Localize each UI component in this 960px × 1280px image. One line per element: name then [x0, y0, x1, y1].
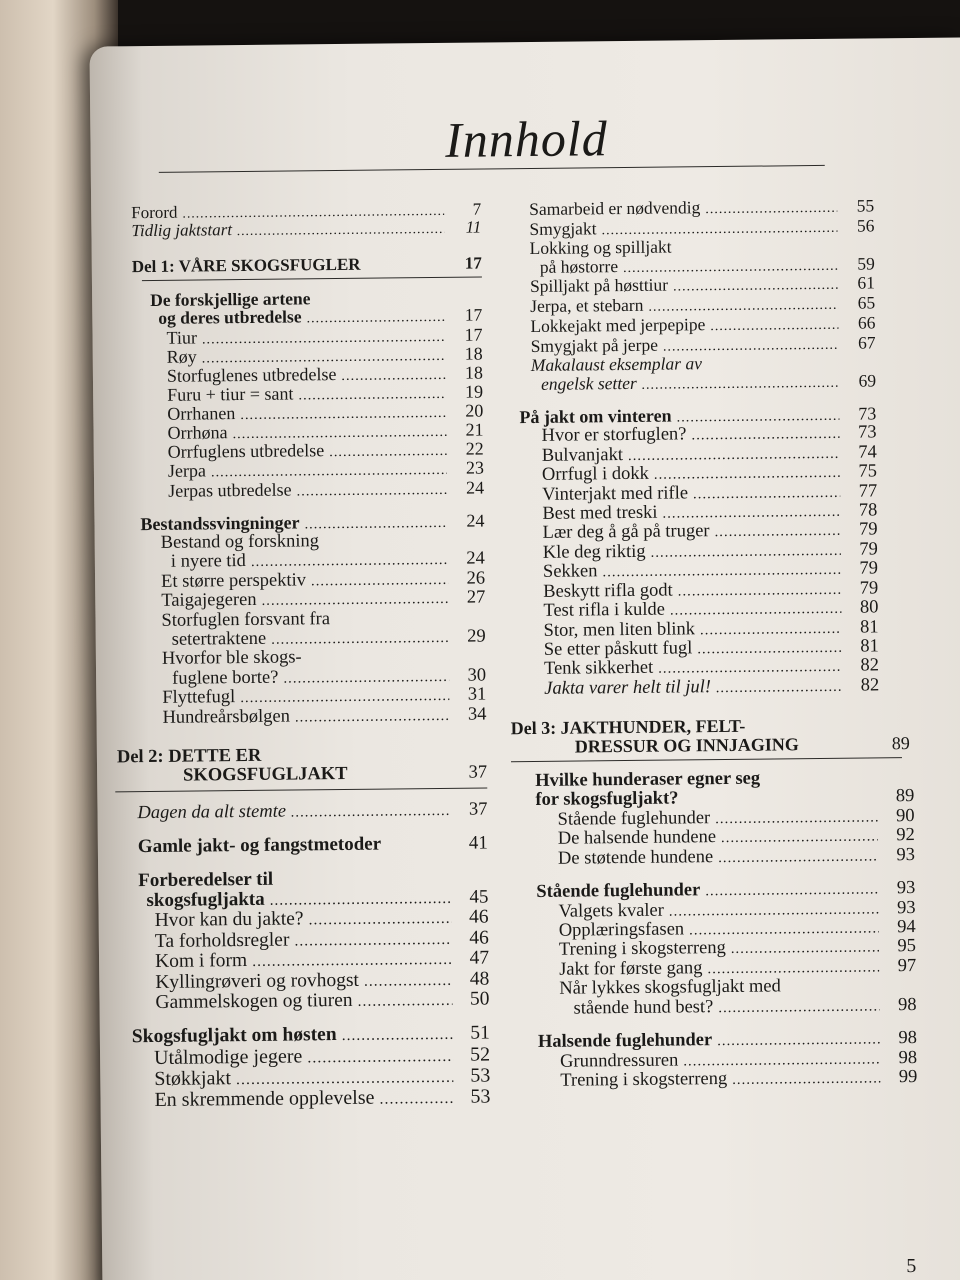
toc-entry-skremmende: En skremmende opplevelse ..... 53 — [154, 1086, 490, 1111]
toc-entry-sikkerhet: Tenk sikkerhet ..... 82 — [544, 657, 879, 680]
toc-entry-hosten: Skogsfugljakt om høsten ..... 51 — [132, 1024, 490, 1048]
toc-part-1: Del 1: VÅRE SKOGSFUGLER 17 — [131, 253, 482, 276]
toc-entry-lokking: på høstorre ..... 59 — [530, 254, 875, 277]
toc-entry-lokking-line1: Lokking og spilljakt — [529, 236, 672, 259]
toc-entry-hvilke-line1: Hvilke hunderaser egner seg — [535, 768, 761, 792]
toc-entry-makalaust: engelsk setter ..... 69 — [531, 371, 876, 394]
toc-entry-forsvant-line1: Storfuglen forsvant fra — [161, 608, 331, 631]
toc-entry-orrhanen: Orrhanen ..... 20 — [167, 402, 483, 424]
part-3-rule — [511, 757, 902, 762]
toc-staende-list — [536, 899, 916, 1019]
toc-entry-species-line1: De forskjellige artene — [150, 287, 311, 310]
toc-entry-kom-i-form: Kom i form ..... 47 — [155, 949, 489, 973]
toc-entry-truger: Lær deg å gå på truger ..... 79 — [543, 521, 878, 544]
toc-entry-jul: Jakta varer helt til jul! ..... 82 — [544, 676, 879, 699]
toc-entry-paskutt: Se etter påskutt fugl ..... 81 — [544, 637, 879, 660]
toc-part-2: SKOGSFUGLJAKT 37 — [183, 762, 488, 787]
toc-entry-furu: Furu + tiur = sant ..... 19 — [167, 382, 483, 404]
toc-entry-hvor-storfuglen: Hvor er storfuglen? ..... 73 — [541, 424, 876, 447]
toc-entry-bulvanjakt: Bulvanjakt ..... 74 — [542, 443, 877, 466]
toc-entry-makalaust-line1: Makalaust eksemplar av — [530, 353, 703, 376]
toc-entry-flyttefugl: Flyttefugl ..... 31 — [162, 686, 486, 709]
toc-entry-vinteren: På jakt om vinteren ..... 73 — [519, 405, 876, 428]
toc-entry-kle-deg: Kle deg riktig ..... 79 — [543, 540, 878, 563]
toc-entry-orrfugl-dokk: Orrfugl i dokk ..... 75 — [542, 463, 877, 486]
page-number: 5 — [906, 1255, 917, 1278]
toc-vinter-list — [531, 424, 879, 700]
toc-part-3-line1: Del 3: JAKTHUNDER, FELT- — [510, 716, 746, 739]
toc-entry-beskytt-rifla: Beskytt rifla godt ..... 79 — [543, 579, 878, 602]
toc-entry-jerpas-utbredelse: Jerpas utbredelse ..... 24 — [168, 478, 484, 500]
toc-part-3: DRESSUR OG INNJAGING 89 — [574, 733, 910, 757]
toc-entry-orrfugl-utbredelse: Orrfuglens utbredelse ..... 22 — [168, 440, 484, 462]
toc-entry-liten-blink: Stor, men liten blink ..... 81 — [544, 618, 879, 641]
toc-entry-orrhona: Orrhøna ..... 21 — [167, 421, 483, 443]
toc-entry-trening-1: Trening i skogsterreng ..... 95 — [559, 937, 916, 960]
toc-entry-dagen: Dagen da alt stemte ..... 37 — [137, 800, 487, 823]
book-page — [89, 37, 960, 1280]
toc-forb-list — [139, 908, 490, 1014]
toc-entry-stebarn: Jerpa, et stebarn ..... 65 — [530, 294, 875, 317]
toc-entry-lokkejakt: Lokkejakt med jerpepipe ..... 66 — [530, 313, 875, 336]
toc-entry-forberedelser: skogsfugljakta ..... 45 — [138, 888, 488, 912]
toc-entry-tiur: Tiur ..... 17 — [166, 325, 482, 347]
toc-entry-utalmodige: Utålmodige jegere ..... 52 — [154, 1044, 490, 1069]
toc-entry-lykkes-line1: Når lykkes skogsfugljakt med — [559, 976, 781, 1000]
toc-entry-tidlig-jaktstart: Tidlig jaktstart ..... 11 — [131, 218, 481, 240]
toc-entry-treski: Best med treski ..... 78 — [542, 501, 877, 524]
toc-entry-roy: Røy ..... 18 — [167, 344, 483, 366]
toc-entry-trening-2: Trening i skogsterreng ..... 99 — [560, 1068, 917, 1091]
toc-halsende-list — [538, 1049, 917, 1092]
toc-entry-kylling: Kyllingrøveri og rovhogst ..... 48 — [155, 969, 489, 993]
toc-entry-samarbeid: Samarbeid er nødvendig ..... 55 — [529, 196, 874, 219]
toc-entry-hundrearsbolgen: Hundreårsbølgen ..... 34 — [162, 705, 486, 728]
toc-entry-grunndressuren: Grunndressuren ..... 98 — [560, 1049, 917, 1072]
toc-entry-forsvant: setertraktene ..... 29 — [162, 627, 486, 650]
toc-entry-bestandssvingninger: Bestandssvingninger ..... 24 — [134, 511, 484, 534]
toc-entry-halsende: Halsende fuglehunder ..... 98 — [538, 1029, 917, 1052]
toc-entry-forholdsregler: Ta forholdsregler ..... 46 — [155, 928, 489, 952]
toc-entry-forord: Forord ..... 7 — [131, 201, 481, 223]
toc-entry-hvor-kan: Hvor kan du jakte? ..... 46 — [155, 908, 489, 932]
toc-entry-forberedelser-line1: Forberedelser til — [138, 868, 274, 892]
toc-entry-forskning-line1: Bestand og forskning — [160, 531, 320, 553]
toc-entry-borte: fuglene borte? ..... 30 — [162, 666, 486, 689]
toc-entry-halsende-sub: De halsende hundene ..... 92 — [558, 826, 915, 849]
toc-entry-borte-line1: Hvorfor ble skogs- — [161, 647, 302, 670]
page-title: Innhold — [444, 110, 609, 168]
toc-bestand-list — [135, 530, 487, 728]
toc-entry-stotende: De støtende hundene ..... 93 — [558, 846, 915, 869]
toc-entry-species: og deres utbredelse ..... 17 — [150, 305, 482, 328]
toc-entry-staende: Stående fuglehunder ..... 93 — [536, 879, 915, 902]
toc-entry-jerpa: Jerpa ..... 23 — [168, 459, 484, 481]
toc-entry-perspektiv: Et større perspektiv ..... 26 — [161, 569, 485, 592]
toc-species-list — [150, 325, 484, 501]
toc-entry-spilljakt-tiur: Spilljakt på høsttiur ..... 61 — [530, 274, 875, 297]
toc-part-2-line1: Del 2: DETTE ER — [116, 745, 262, 768]
toc-entry-smygjakt-jerpe: Smygjakt på jerpe ..... 67 — [531, 333, 876, 356]
toc-hvilke-list — [536, 807, 916, 869]
toc-entry-forste-gang: Jakt for første gang ..... 97 — [559, 957, 916, 980]
toc-entry-stokkjakt: Støkkjakt ..... 53 — [154, 1065, 490, 1090]
toc-entry-test-rifla: Test rifla i kulde ..... 80 — [543, 599, 878, 622]
toc-entry-staende-sub: Stående fuglehunder ..... 90 — [558, 807, 915, 830]
part-2-rule — [115, 787, 487, 792]
toc-entry-opplaering: Opplæringsfasen ..... 94 — [559, 918, 916, 941]
toc-right-column — [510, 195, 918, 1091]
toc-left-column — [116, 199, 491, 1112]
toc-entry-smygjakt: Smygjakt ..... 56 — [529, 216, 874, 239]
toc-entry-hvilke: for skogsfugljakt? 89 — [535, 786, 915, 811]
toc-entry-lykkes: stående hund best? ..... 98 — [559, 996, 916, 1019]
toc-hunder-block — [535, 768, 917, 1091]
toc-entry-sekken: Sekken ..... 79 — [543, 560, 878, 583]
toc-entry-vinterjakt-rifle: Vinterjakt med rifle ..... 77 — [542, 482, 877, 505]
toc-section-species — [132, 287, 484, 501]
toc-entry-storfugl-utbredelse: Storfuglenes utbredelse ..... 18 — [167, 363, 483, 385]
part-1-rule — [142, 276, 482, 281]
toc-hosten-list — [140, 1044, 491, 1111]
toc-entry-gamle-metoder: Gamle jakt- og fangstmetoder 41 — [137, 832, 488, 858]
toc-entry-taigajegeren: Taigajegeren ..... 27 — [161, 589, 485, 612]
toc-entry-gammelskogen: Gammelskogen og tiuren ..... 50 — [155, 989, 489, 1013]
toc-entry-forskning: i nyere tid ..... 24 — [161, 550, 485, 573]
toc-entry-valgets-kvaler: Valgets kvaler ..... 93 — [558, 899, 915, 922]
